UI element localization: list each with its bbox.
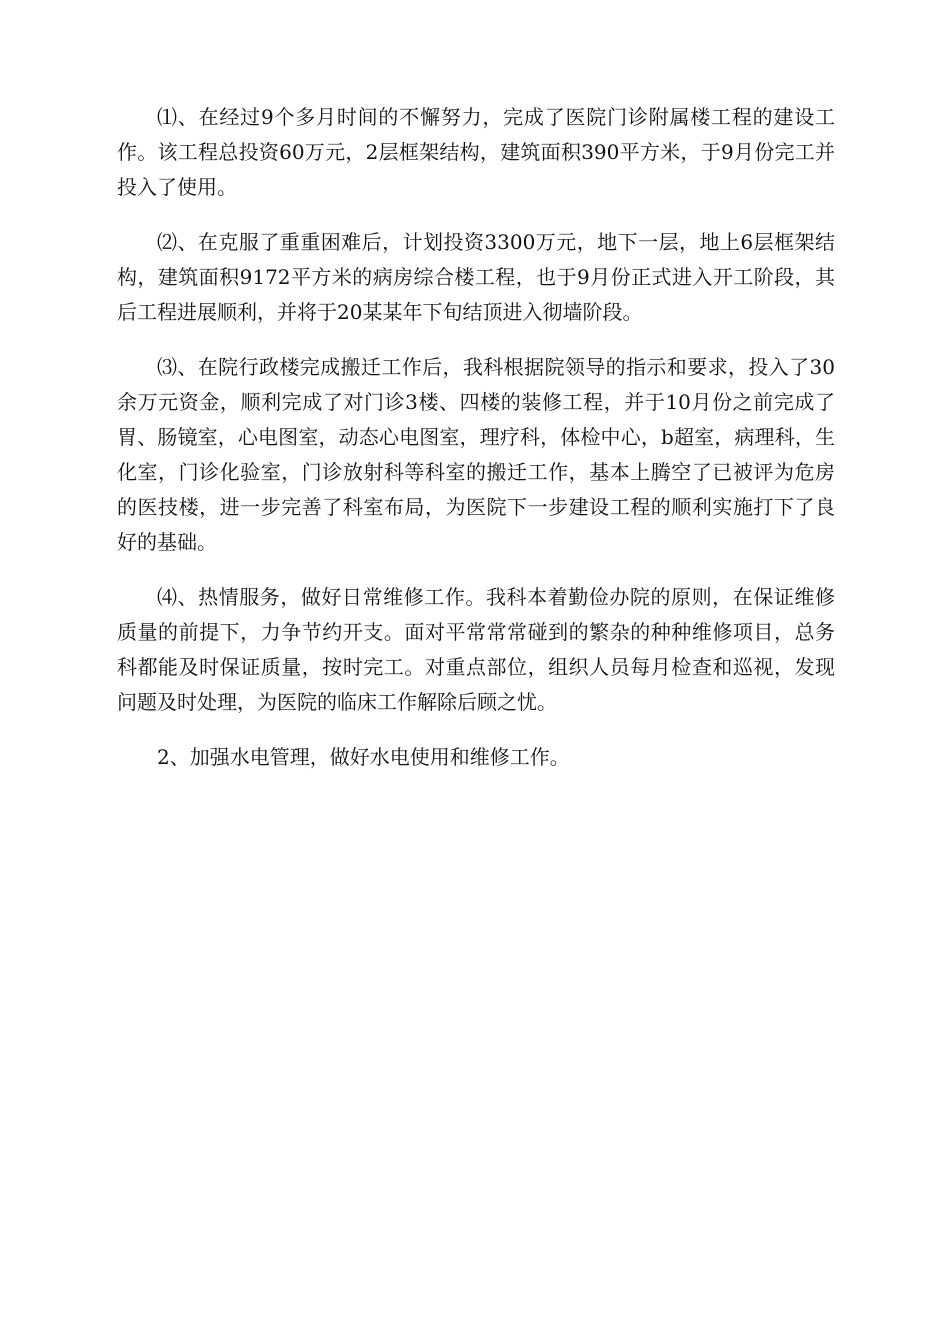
paragraph-item-4: ⑷、热情服务，做好日常维修工作。我科本着勤俭办院的原则，在保证维修质量的前提下，力争节约开支。面对平常常常碰到的繁杂的种种维修项目，总务科都能及时保证质量，按时完工。对重点部位，组织人员每月检查和巡视，发现问题及时处理，为医院的临床工作解除后顾之忧。 (117, 585, 835, 714)
paragraph-item-3: ⑶、在院行政楼完成搬迁工作后，我科根据院领导的指示和要求，投入了30余万元资金，顺利完成了对门诊3楼、四楼的装修工程，并于10月份之前完成了胃、肠镜室，心电图室，动态心电图室，理疗科，体检中心，b超室，病理科，生化室，门诊化验室，门诊放射科等科室的搬迁工作，基本上腾空了已被评为危房的医技楼，进一步完善了科室布局，为医院下一步建设工程的顺利实施打下了良好的基础。 (117, 355, 835, 554)
paragraph-item-5: 2、加强水电管理，做好水电使用和维修工作。 (157, 745, 570, 769)
document-body (117, 100, 835, 795)
paragraph-item-1: ⑴、在经过9个多月时间的不懈努力，完成了医院门诊附属楼工程的建设工作。该工程总投资60万元，2层框架结构，建筑面积390平方米，于9月份完工并投入了使用。 (117, 105, 835, 199)
paragraph-item-2: ⑵、在克服了重重困难后，计划投资3300万元，地下一层，地上6层框架结构，建筑面积9172平方米的病房综合楼工程，也于9月份正式进入开工阶段，其后工程进展顺利，并将于20某某年下旬结顶进入彻墙阶段。 (117, 230, 835, 324)
